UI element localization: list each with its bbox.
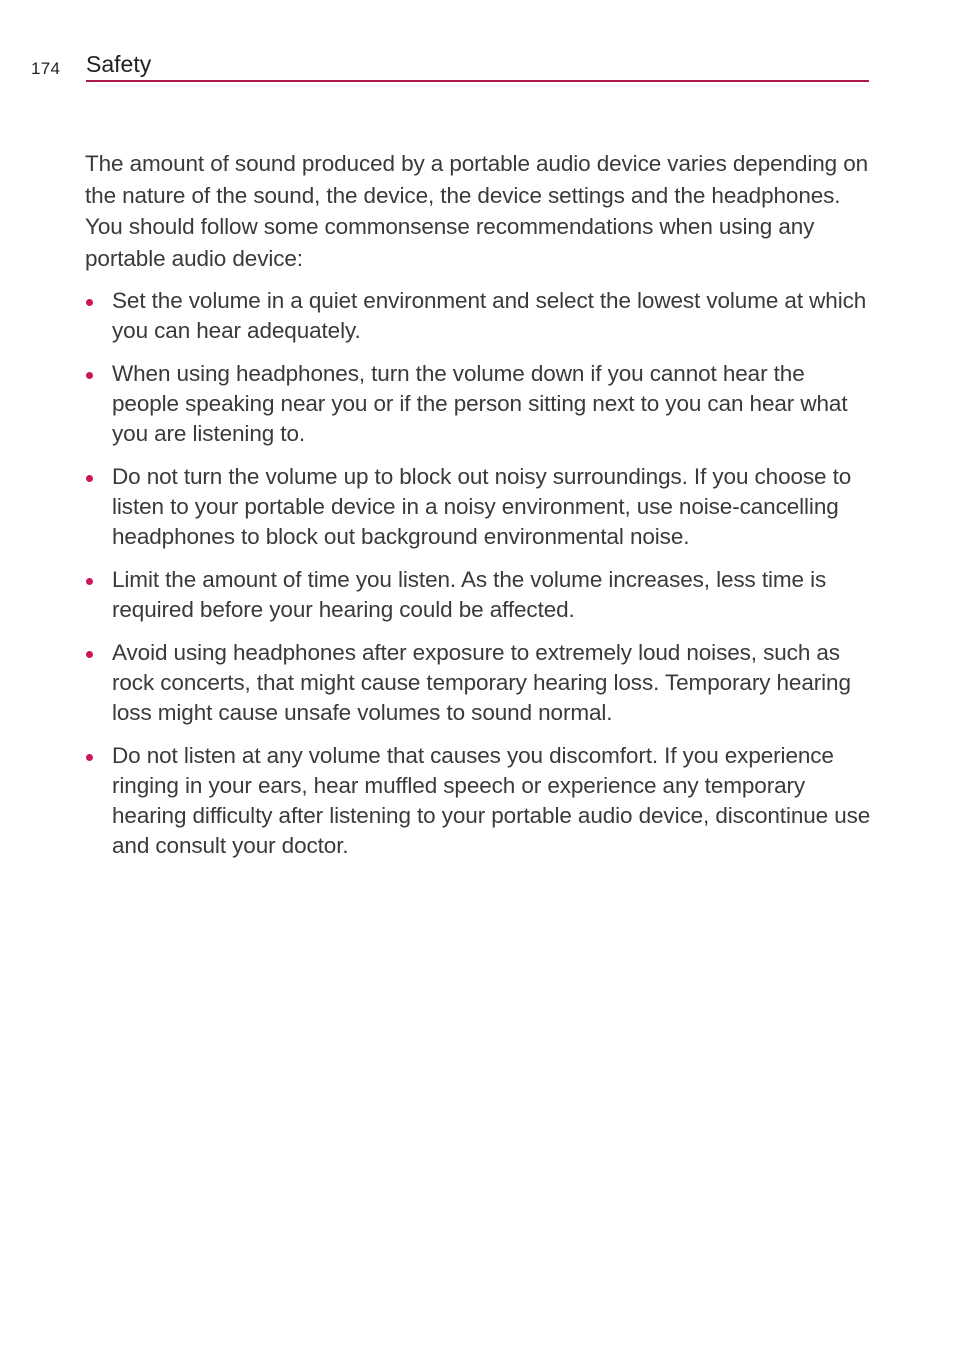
list-item: [85, 565, 875, 625]
list-item: [85, 462, 875, 552]
intro-paragraph: The amount of sound produced by a portable audio device varies depending on the nature of the sound, the device, the device settings and the headphones. You should follow some commonsense recommendations when using any portable audio device:: [85, 151, 869, 272]
page-content: [85, 148, 875, 874]
list-item-text: Do not turn the volume up to block out noisy surroundings. If you choose to listen to your portable device in a noisy environment, use noise-cancelling headphones to block out background environmental noise.: [112, 463, 852, 549]
list-item: [85, 741, 875, 861]
page-number: 174: [31, 59, 61, 78]
section-title: Safety: [86, 51, 152, 77]
list-item: [85, 359, 875, 449]
header-divider: [86, 80, 869, 82]
bullet-icon: [86, 754, 93, 761]
list-item-text: Do not listen at any volume that causes you discomfort. If you experience ringing in your ears, hear muffled speech or experience any temporary hearing difficulty after listening to your portable audio device, discontinue use and consult your doctor.: [112, 742, 871, 858]
bullet-icon: [86, 651, 93, 658]
bullet-icon: [86, 372, 93, 379]
list-item-text: Avoid using headphones after exposure to extremely loud noises, such as rock concerts, that might cause temporary hearing loss. Temporary hearing loss might cause unsafe volumes to sound normal.: [112, 639, 851, 725]
list-item-text: Set the volume in a quiet environment and select the lowest volume at which you can hear adequately.: [112, 287, 867, 343]
list-item: [85, 286, 875, 346]
list-item-text: When using headphones, turn the volume down if you cannot hear the people speaking near you or if the person sitting next to you can hear what you are listening to.: [112, 360, 848, 446]
list-item: [85, 638, 875, 728]
bullet-icon: [86, 475, 93, 482]
bullet-icon: [86, 299, 93, 306]
page-header: [0, 0, 954, 90]
recommendation-list: [85, 286, 875, 861]
bullet-icon: [86, 578, 93, 585]
list-item-text: Limit the amount of time you listen. As the volume increases, less time is required before your hearing could be affected.: [112, 566, 827, 622]
